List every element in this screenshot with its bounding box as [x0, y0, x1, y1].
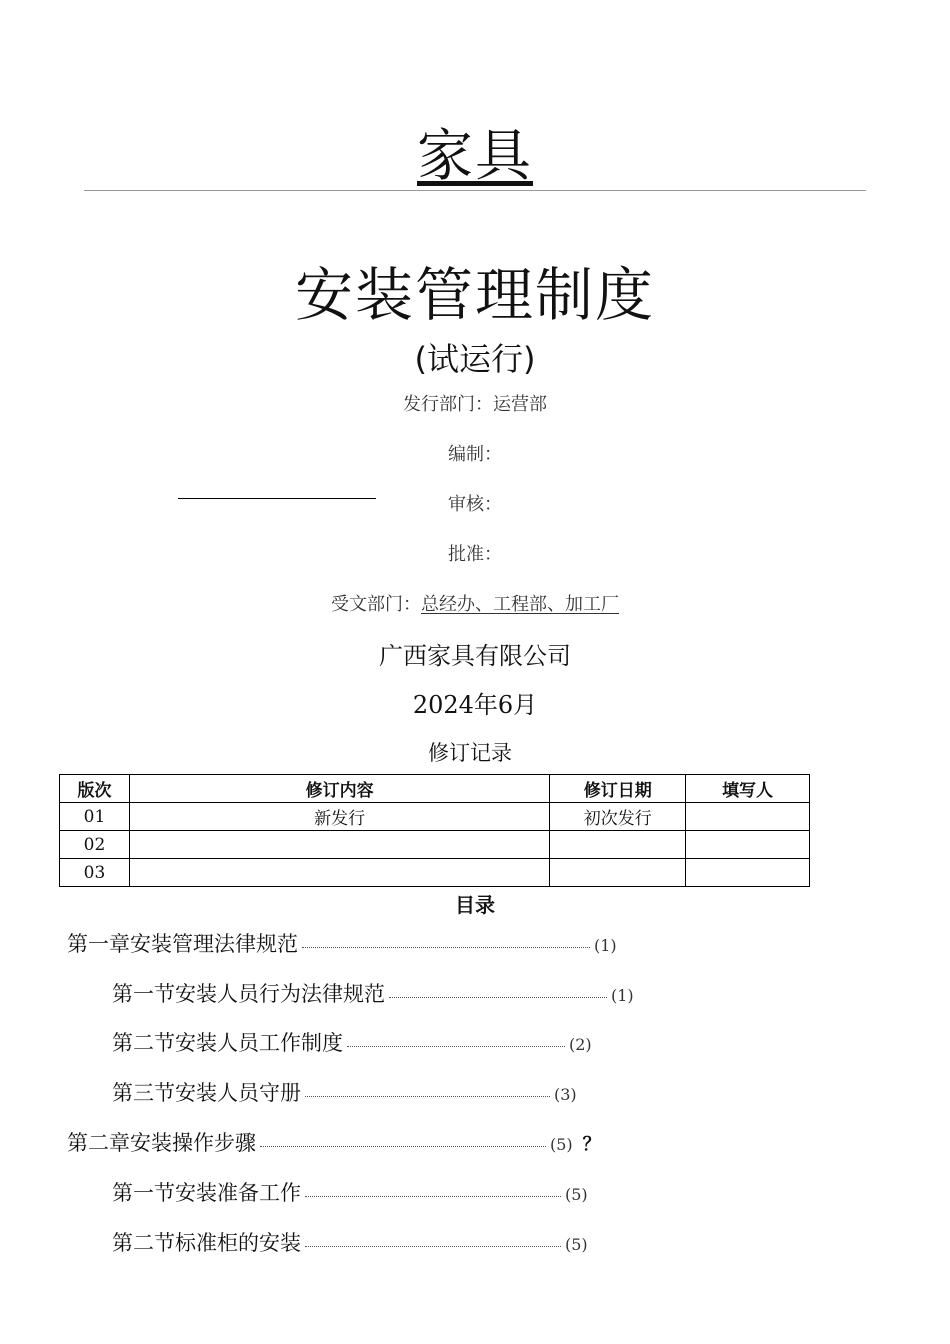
document-subtitle: (试运行): [414, 340, 536, 378]
toc-leader: [305, 1096, 550, 1097]
reviewed-by: 审核：: [448, 494, 502, 515]
revision-table: [59, 774, 810, 887]
toc-entry-text: 第一章安装管理法律规范: [67, 932, 298, 956]
toc-leader: [305, 1196, 561, 1197]
cell-date: [550, 831, 686, 859]
toc-leader: [389, 997, 607, 998]
brand-heading: 家具: [417, 124, 533, 189]
toc-entry-text: 第一节安装人员行为法律规范: [112, 982, 385, 1006]
toc-entry-text: 第二节安装人员工作制度: [112, 1031, 343, 1055]
toc-leader: [347, 1046, 565, 1047]
toc-page-number: (3): [554, 1085, 577, 1104]
toc-page-number: (2): [569, 1035, 592, 1054]
receiving-departments: [0, 590, 950, 616]
toc-entry[interactable]: [67, 928, 617, 958]
toc-question-mark: ？: [582, 1134, 601, 1155]
cell-version: 02: [60, 831, 130, 859]
toc-entry[interactable]: [112, 1077, 577, 1107]
header-content: 修订内容: [129, 775, 549, 803]
cell-version: 03: [60, 859, 130, 887]
company-name: 广西家具有限公司: [379, 642, 571, 670]
header-divider: [84, 190, 866, 191]
table-row: [60, 831, 810, 859]
toc-page-number: (1): [611, 986, 634, 1005]
table-row: [60, 859, 810, 887]
cell-filled-by: [686, 859, 810, 887]
cell-date: 初次发行: [550, 803, 686, 831]
toc-entry[interactable]: [67, 1127, 601, 1157]
table-row: [60, 803, 810, 831]
issue-date: 2024年6月: [412, 691, 538, 719]
approved-by: 批准：: [448, 544, 502, 565]
cell-date: [550, 859, 686, 887]
toc-entry[interactable]: [112, 978, 634, 1008]
toc-entry[interactable]: [112, 1177, 588, 1207]
receiving-label: 受文部门：: [331, 594, 421, 615]
header-filled-by: 填写人: [686, 775, 810, 803]
toc-entry-text: 第三节安装人员守册: [112, 1081, 301, 1105]
compiled-by: 编制：: [448, 444, 502, 465]
receiving-depts-value: 总经办、工程部、加工厂: [421, 594, 619, 615]
cell-version: 01: [60, 803, 130, 831]
cell-content: 新发行: [129, 803, 549, 831]
table-header-row: [60, 775, 810, 803]
toc-entry-text: 第二节标准柜的安装: [112, 1231, 301, 1255]
cell-content: [129, 831, 549, 859]
cell-content: [129, 859, 549, 887]
toc-leader: [302, 947, 590, 948]
cell-filled-by: [686, 803, 810, 831]
toc-page-number: (1): [594, 936, 617, 955]
toc-page-number: (5): [550, 1135, 573, 1154]
toc-entry-text: 第二章安装操作步骤: [67, 1131, 256, 1155]
toc-page-number: (5): [565, 1185, 588, 1204]
toc-entry-text: 第一节安装准备工作: [112, 1181, 301, 1205]
cell-filled-by: [686, 831, 810, 859]
header-date: 修订日期: [550, 775, 686, 803]
toc-page-number: (5): [565, 1235, 588, 1254]
issuing-department: 发行部门：运营部: [403, 394, 547, 415]
toc-leader: [260, 1146, 546, 1147]
toc-entry[interactable]: [112, 1027, 592, 1057]
toc-leader: [305, 1246, 561, 1247]
revision-title: 修订记录: [428, 741, 512, 765]
toc-entry[interactable]: [112, 1227, 588, 1257]
document-title: 安装管理制度: [294, 261, 655, 329]
toc-title: 目录: [455, 893, 495, 917]
header-version: 版次: [60, 775, 130, 803]
